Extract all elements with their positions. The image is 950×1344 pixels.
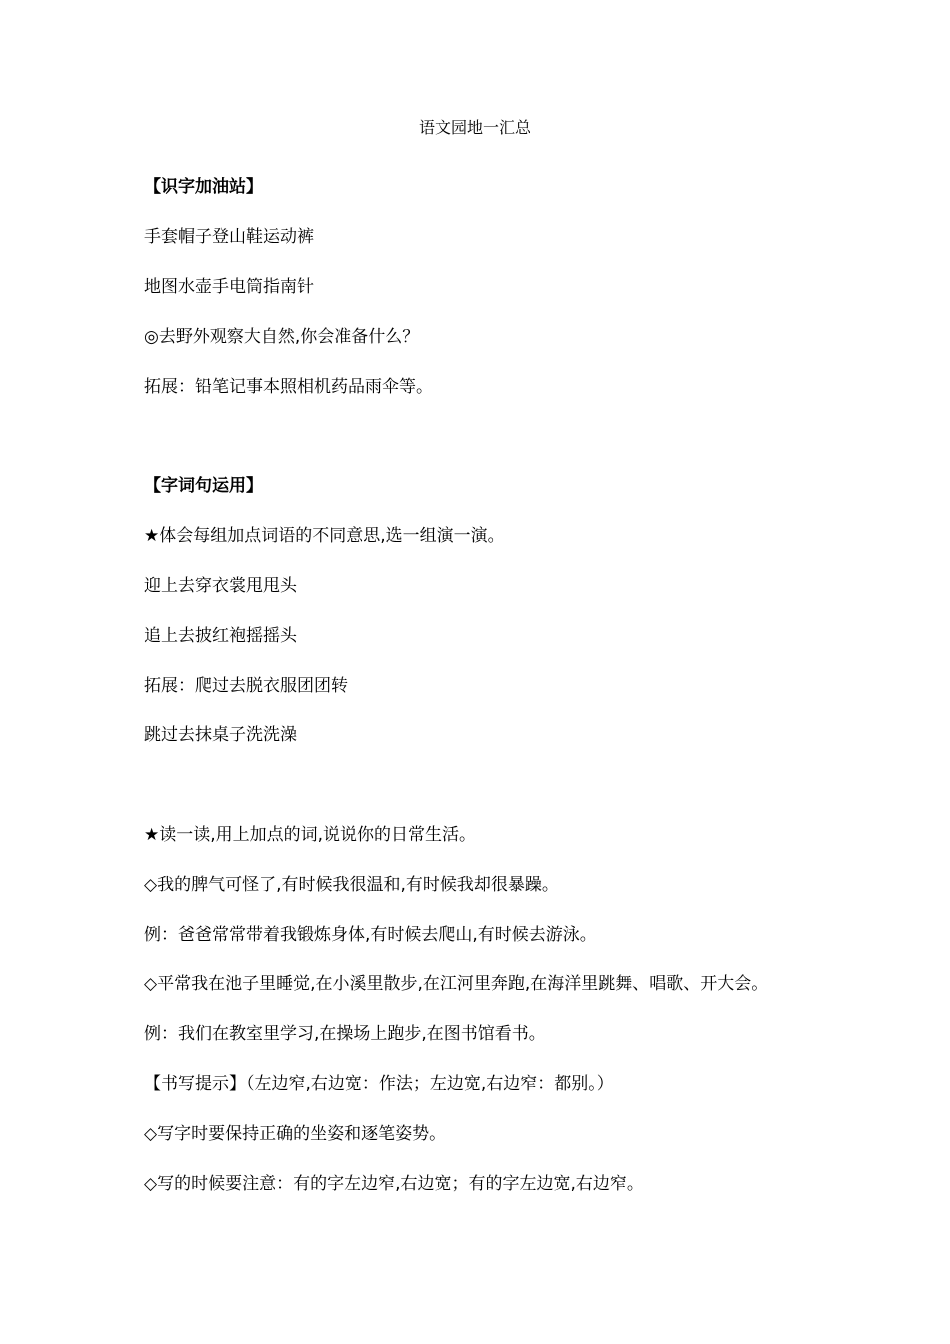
- text-line: ◇平常我在池子里睡觉,在小溪里散步,在江河里奔跑,在海洋里跳舞、唱歌、开大会。: [144, 974, 769, 994]
- section-heading-literacy: 【识字加油站】: [144, 177, 263, 197]
- text-line: ★读一读,用上加点的词,说说你的日常生活。: [144, 825, 477, 845]
- text-line: 迎上去穿衣裳甩甩头: [144, 576, 297, 596]
- writing-tip-heading: 【书写提示】（左边窄,右边宽：作法；左边宽,右边窄：都别。）: [144, 1074, 614, 1094]
- document-title: 语文园地一汇总: [418, 118, 531, 137]
- text-line: ★体会每组加点词语的不同意思,选一组演一演。: [144, 526, 505, 546]
- text-line: 例：爸爸常常带着我锻炼身体,有时候去爬山,有时候去游泳。: [144, 925, 597, 945]
- text-line: ◇写的时候要注意：有的字左边窄,右边宽；有的字左边宽,右边窄。: [144, 1174, 644, 1194]
- text-line: ◎去野外观察大自然,你会准备什么？: [144, 327, 420, 347]
- text-line: 手套帽子登山鞋运动裤: [144, 227, 314, 247]
- text-line: 例：我们在教室里学习,在操场上跑步,在图书馆看书。: [144, 1024, 546, 1044]
- text-line: 拓展：爬过去脱衣服团团转: [144, 676, 348, 696]
- text-line: 拓展：铅笔记事本照相机药品雨伞等。: [144, 377, 433, 397]
- text-line: 地图水壶手电筒指南针: [144, 277, 314, 297]
- text-line: 跳过去抹桌子洗洗澡: [144, 725, 297, 745]
- text-line: ◇写字时要保持正确的坐姿和逐笔姿势。: [144, 1124, 447, 1144]
- section-heading-word-usage: 【字词句运用】: [144, 476, 263, 496]
- text-line: 追上去披红袍摇摇头: [144, 626, 297, 646]
- text-line: ◇我的脾气可怪了,有时候我很温和,有时候我却很暴躁。: [144, 875, 559, 895]
